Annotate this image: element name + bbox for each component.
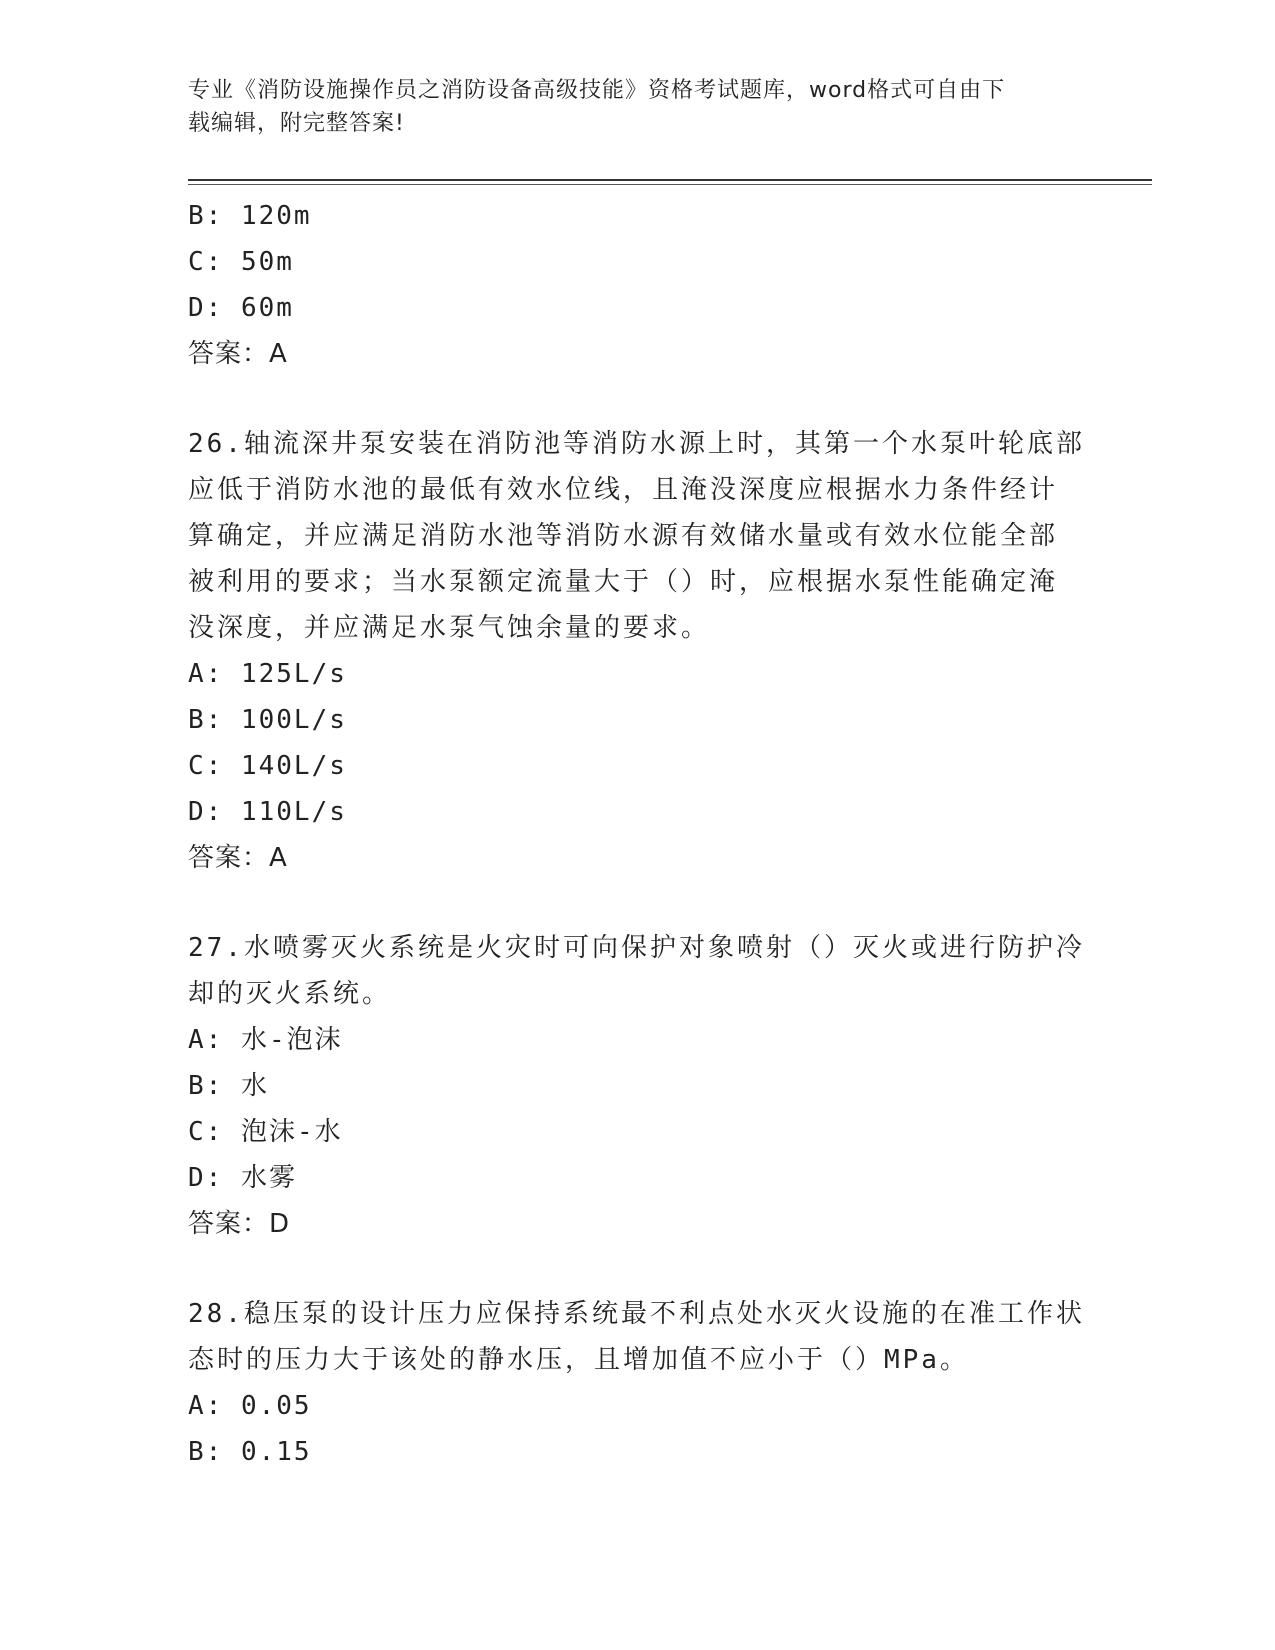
option-c: C: 泡沫-水 — [188, 1117, 343, 1147]
question-stem-line: 算确定，并应满足消防水池等消防水源有效储水量或有效水位能全部 — [188, 521, 1059, 551]
question-27 — [188, 925, 1088, 1247]
answer-line: 答案：D — [188, 1209, 291, 1239]
option-a: A: 0.05 — [188, 1391, 312, 1421]
header-line-1: 专业《消防设施操作员之消防设备高级技能》资格考试题库，word格式可自由下 — [188, 78, 1006, 103]
option-b: B: 100L/s — [188, 705, 347, 735]
question-list — [188, 193, 1088, 1475]
option-d: D: 水雾 — [188, 1163, 297, 1193]
question-stem-line: 应低于消防水池的最低有效水位线，且淹没深度应根据水力条件经计 — [188, 475, 1059, 505]
question-stem-line: 态时的压力大于该处的静水压，且增加值不应小于（）MPa。 — [188, 1345, 969, 1375]
option-a: A: 水-泡沫 — [188, 1025, 343, 1055]
question-stem-line: 28.稳压泵的设计压力应保持系统最不利点处水灭火设施的在准工作状 — [188, 1299, 1085, 1329]
option-c: C: 50m — [188, 247, 294, 277]
question-stem-line: 27.水喷雾灭火系统是火灾时可向保护对象喷射（）灭火或进行防护冷 — [188, 933, 1085, 963]
question-stem-line: 没深度，并应满足水泵气蚀余量的要求。 — [188, 613, 711, 643]
question-stem-line: 26.轴流深井泵安装在消防池等消防水源上时，其第一个水泵叶轮底部 — [188, 429, 1085, 459]
answer-line: 答案：A — [188, 339, 288, 369]
answer-line: 答案：A — [188, 843, 288, 873]
option-b: B: 120m — [188, 201, 312, 231]
spacer — [188, 1247, 1088, 1291]
question-28 — [188, 1291, 1088, 1475]
document-header — [188, 74, 1068, 140]
question-26 — [188, 421, 1088, 881]
option-d: D: 60m — [188, 293, 294, 323]
option-c: C: 140L/s — [188, 751, 347, 781]
spacer — [188, 377, 1088, 421]
header-divider-thick — [188, 179, 1152, 181]
question-25-tail — [188, 193, 1088, 377]
header-divider-thin — [188, 184, 1152, 185]
option-a: A: 125L/s — [188, 659, 347, 689]
spacer — [188, 881, 1088, 925]
option-d: D: 110L/s — [188, 797, 347, 827]
option-b: B: 水 — [188, 1071, 269, 1101]
question-stem-line: 却的灭火系统。 — [188, 979, 392, 1009]
header-line-2: 载编辑，附完整答案! — [188, 111, 405, 136]
option-b: B: 0.15 — [188, 1437, 312, 1467]
question-stem-line: 被利用的要求；当水泵额定流量大于（）时，应根据水泵性能确定淹 — [188, 567, 1059, 597]
